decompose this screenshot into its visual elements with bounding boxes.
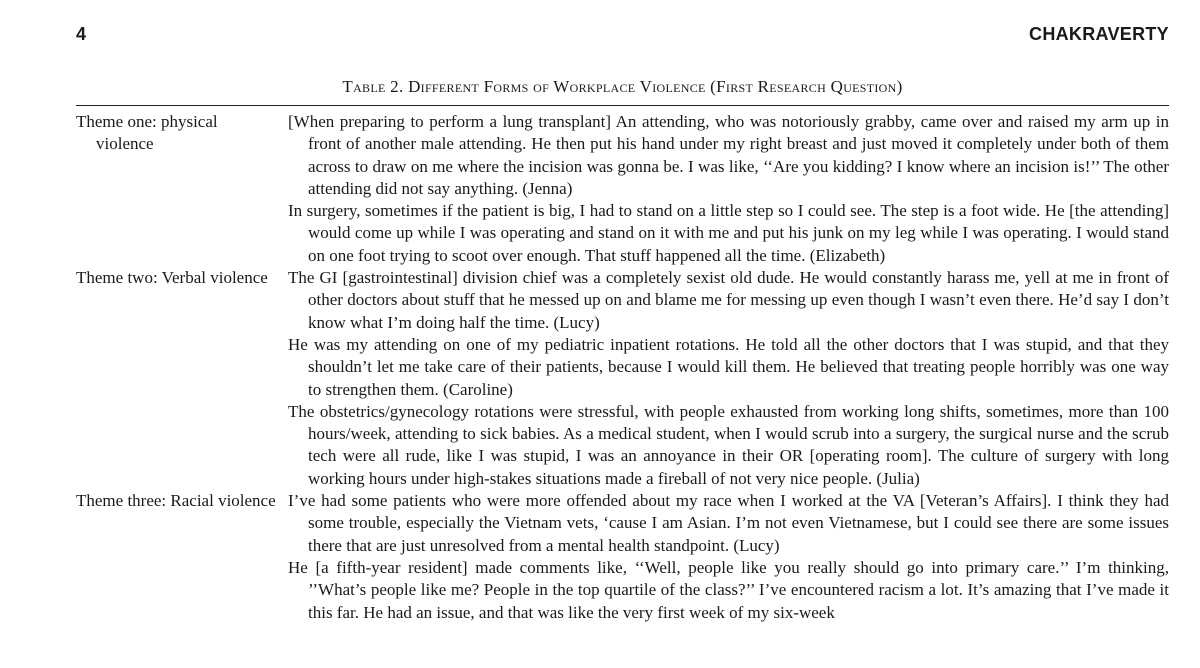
quote: He was my attending on one of my pediatric inpatient rotations. He told all the other doctors that I was stupid, and that they shouldn’t let me take care of their patients, because I would kill them. He believed that treating people horribly was one way to strengthen them. (Caroline) xyxy=(288,334,1169,399)
quote: The GI [gastrointestinal] division chief was a completely sexist old dude. He would constantly harass me, yell at me in front of other doctors about stuff that he messed up on and blame me for messing up even though I wasn’t even there. He’d say I don’t know what I’m doing half the time. (Lucy) xyxy=(288,268,1169,332)
theme-row-verbal xyxy=(76,267,1169,490)
page-number: 4 xyxy=(76,24,87,44)
theme-label: Theme two: Verbal violence xyxy=(76,268,268,288)
theme-label: Theme one: physical violence xyxy=(76,112,218,154)
quote: The obstetrics/gynecology rotations were stressful, with people exhausted from working long shifts, sometimes, more than 100 hours/week, attending to sick babies. As a medical student, when I would scrub into a surgery, the surgical nurse and the scrub tech were all rude, like I was stupid, I was an annoyance in their OR [operating room]. The culture of surgery with long working hours under high-stakes situations made a fireball of not very nice people. (Julia) xyxy=(288,401,1169,488)
theme-quotes xyxy=(288,111,1169,267)
table-top-rule xyxy=(76,105,1169,106)
theme-quotes xyxy=(288,267,1169,490)
running-head xyxy=(76,22,1169,46)
quote: He [a fifth-year resident] made comments like, ‘‘Well, people like you really should go into primary care.’’ I’m thinking, ’’What’s people like me? People in the top quartile of the class?’’ I’ve encountered racism a lot. It’s amazing that I’ve made it this far. He had an issue, and that was like the very first week of my six-week xyxy=(288,557,1169,622)
theme-label: Theme three: Racial violence xyxy=(76,491,276,511)
quote: In surgery, sometimes if the patient is big, I had to stand on a little step so I could see. The step is a foot wide. He [the attending] would come up while I was operating and stand on it with me and put his junk on my leg while I was operating. I would stand on one foot trying to scoot over enough. That stuff happened all the time. (Elizabeth) xyxy=(288,201,1169,265)
table-body xyxy=(76,111,1169,624)
running-author: CHAKRAVERTY xyxy=(1029,24,1169,44)
theme-quotes xyxy=(288,490,1169,624)
quote: I’ve had some patients who were more offended about my race when I worked at the VA [Veteran’s Affairs]. I think they had some trouble, especially the Vietnam vets, ‘cause I am Asian. I’m not even Vietnamese, but I could see there are some issues there that are just unresolved from a mental health standpoint. (Lucy) xyxy=(288,491,1169,555)
theme-row-physical xyxy=(76,111,1169,267)
theme-row-racial xyxy=(76,490,1169,624)
quote: [When preparing to perform a lung transplant] An attending, who was notoriously grabby, came over and raised my arm up in front of another male attending. He then put his hand under my right breast and just moved it completely under both of them across to draw on me where the incision was gonna be. I was like, ‘‘Are you kidding? I know where an incision is!’’ The other attending did not say anything. (Jenna) xyxy=(288,112,1169,198)
table-caption: Table 2. Different Forms of Workplace Violence (First Research Question) xyxy=(342,77,903,96)
